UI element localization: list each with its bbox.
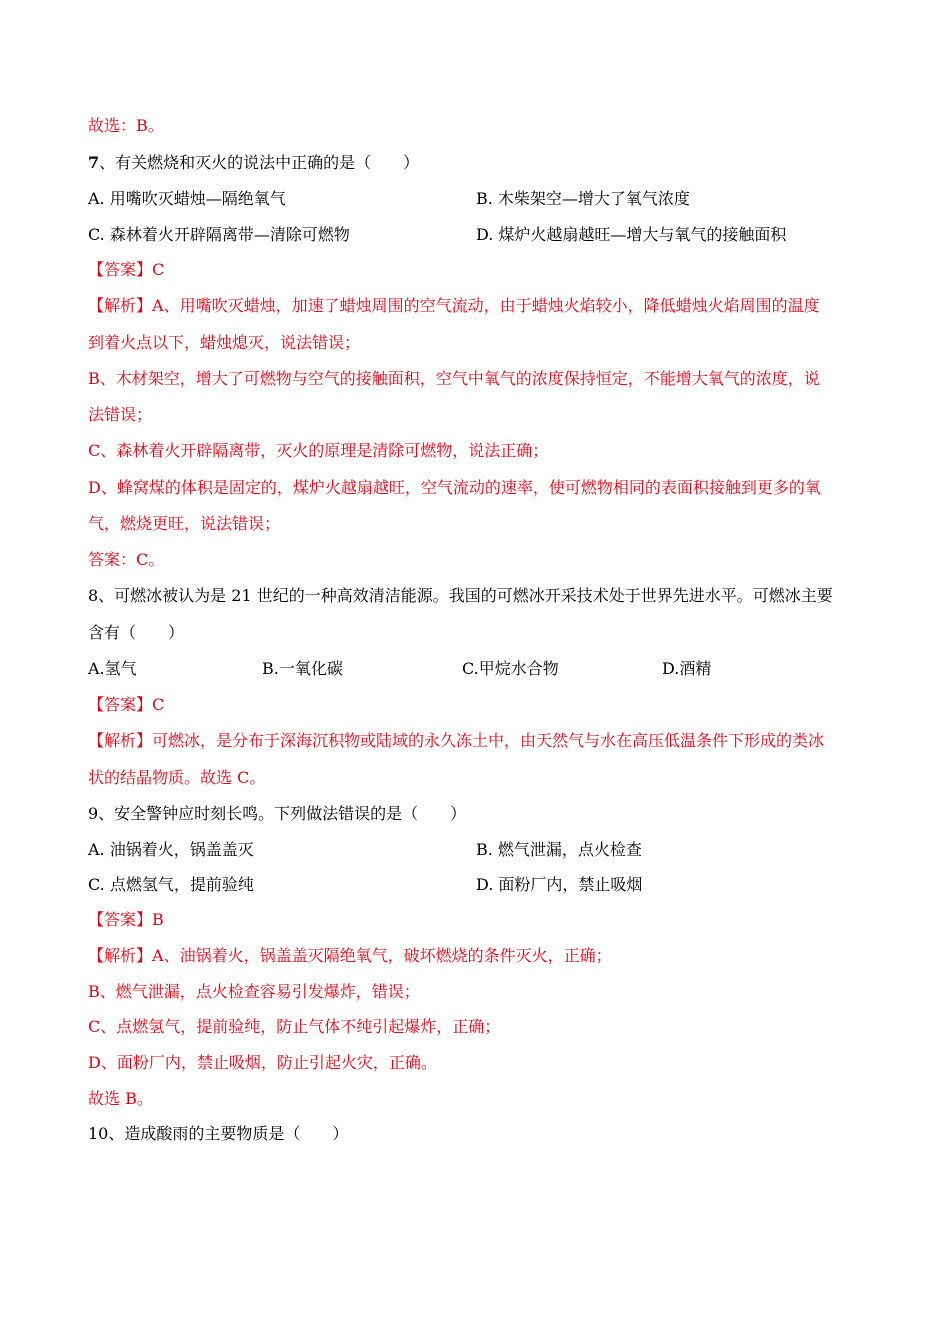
q9-option-d: D. 面粉厂内，禁止吸烟 (476, 875, 643, 894)
q9-analysis-tag: 【解析】 (88, 946, 153, 965)
q8-answer (88, 695, 164, 715)
q9-stem: 9、安全警钟应时刻长鸣。下列做法错误的是（ ） (88, 804, 467, 823)
q8-analysis-tag: 【解析】 (88, 731, 153, 750)
q7-option-b: B. 木柴架空—增大了氧气浓度 (476, 189, 690, 208)
q7-answer-tag: 【答案】 (88, 260, 153, 279)
q8-analysis-line: 状的结晶物质。故选 C。 (88, 768, 266, 787)
q7-analysis-line: 法错误； (88, 405, 153, 424)
q10-stem: 10、造成酸雨的主要物质是（ ） (88, 1124, 349, 1143)
q8-answer-tag: 【答案】 (88, 695, 153, 714)
q7-analysis-line: B、木材架空，增大了可燃物与空气的接触面积，空气中氧气的浓度保持恒定，不能增大氧气的浓度，说 (88, 369, 820, 388)
q7-conclusion: 答案：C。 (88, 550, 165, 569)
q7-analysis-line: 到着火点以下，蜡烛熄灭，说法错误； (88, 333, 361, 352)
q8-stem: 含有（ ） (88, 623, 185, 642)
q9-analysis-text: A、油锅着火，锅盖盖灭隔绝氧气，破坏燃烧的条件灭火，正确； (152, 946, 612, 965)
q9-option-c: C. 点燃氢气，提前验纯 (88, 875, 254, 894)
q8-analysis-text: 可燃冰，是分布于深海沉积物或陆域的永久冻土中，由天然气与水在高压低温条件下形成的类冰 (152, 731, 825, 750)
q9-answer-value: B (152, 910, 164, 929)
q9-answer-tag: 【答案】 (88, 910, 153, 929)
q7-stem-text: 、有关燃烧和灭火的说法中正确的是（ ） (99, 153, 420, 172)
q8-option-d: D.酒精 (662, 659, 712, 678)
q7-analysis-line: C、森林着火开辟隔离带，灭火的原理是清除可燃物，说法正确； (88, 441, 549, 460)
q7-option-a: A. 用嘴吹灭蜡烛—隔绝氧气 (88, 189, 286, 208)
q7-number: 7 (88, 153, 100, 172)
q7-analysis-line (88, 296, 820, 316)
q7-answer-value: C (152, 260, 165, 279)
q9-answer (88, 910, 164, 930)
q8-answer-value: C (152, 695, 165, 714)
q9-analysis-line (88, 946, 612, 966)
q7-option-d: D. 煤炉火越扇越旺—增大与氧气的接触面积 (476, 225, 787, 244)
q7-analysis-line: 气，燃烧更旺，说法错误； (88, 514, 281, 533)
q9-option-b: B. 燃气泄漏，点火检查 (476, 840, 642, 859)
q8-analysis-line (88, 731, 824, 751)
q9-analysis-line: C、点燃氢气，提前验纯，防止气体不纯引起爆炸，正确； (88, 1017, 501, 1036)
q8-option-a: A.氢气 (88, 659, 137, 678)
q9-option-a: A. 油锅着火，锅盖盖灭 (88, 840, 254, 859)
q7-analysis-line: D、蜂窝煤的体积是固定的，煤炉火越扇越旺，空气流动的速率，使可燃物相同的表面积接触到更多的氧 (88, 478, 821, 497)
q7-option-c: C. 森林着火开辟隔离带—清除可燃物 (88, 225, 350, 244)
q9-conclusion: 故选 B。 (88, 1089, 153, 1108)
q7-answer (88, 260, 164, 280)
q6-conclusion: 故选：B。 (88, 116, 164, 135)
q8-option-c: C.甲烷水合物 (462, 659, 559, 678)
q8-option-b: B.一氧化碳 (262, 659, 343, 678)
q9-analysis-line: B、燃气泄漏，点火检查容易引发爆炸，错误； (88, 982, 420, 1001)
q7-analysis-tag: 【解析】 (88, 296, 153, 315)
q7-stem (88, 153, 419, 173)
q9-analysis-line: D、面粉厂内，禁止吸烟，防止引起火灾，正确。 (88, 1053, 437, 1072)
q7-analysis-text: A、用嘴吹灭蜡烛，加速了蜡烛周围的空气流动，由于蜡烛火焰较小，降低蜡烛火焰周围的温度 (152, 296, 820, 315)
q8-stem: 8、可燃冰被认为是 21 世纪的一种高效清洁能源。我国的可燃冰开采技术处于世界先进水平。可燃冰主要 (88, 586, 833, 605)
